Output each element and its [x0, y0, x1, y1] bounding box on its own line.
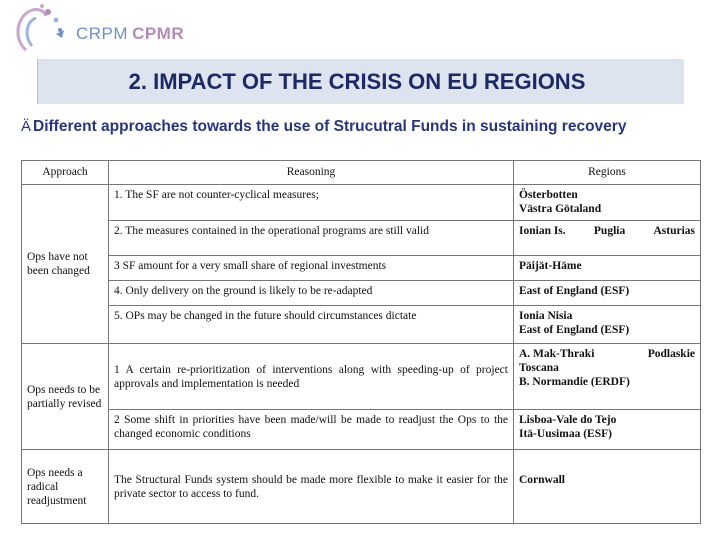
table-row	[22, 221, 701, 256]
regions-cell	[514, 221, 701, 256]
region-name: Asturias	[653, 225, 695, 237]
region-name: Cornwall	[519, 473, 565, 486]
table-row	[22, 344, 701, 410]
table-row	[22, 306, 701, 344]
reasoning-cell: 1. The SF are not counter-cyclical measures;	[109, 185, 514, 221]
table-header-row	[22, 161, 701, 185]
title-band	[37, 59, 684, 104]
logo-swirl-icon	[6, 2, 76, 54]
approaches-table	[21, 160, 701, 524]
reasoning-cell: 4. Only delivery on the ground is likely to be re-adapted	[109, 281, 514, 306]
region-name: Toscana	[519, 362, 559, 374]
table-row	[22, 185, 701, 221]
logo-text-cpmr: CPMR	[132, 24, 185, 43]
slide-subtitle	[21, 117, 661, 136]
regions-cell	[514, 410, 701, 450]
regions-cell	[514, 281, 701, 306]
region-name: Ionia Nisia	[519, 310, 573, 322]
arrow-bullet-icon: Ä	[21, 118, 32, 135]
region-name: Päijät-Häme	[519, 260, 582, 272]
regions-cell	[514, 256, 701, 281]
cpmr-logo	[6, 2, 206, 54]
region-name: Lisboa-Vale do Tejo	[519, 414, 617, 426]
header-regions: Regions	[514, 161, 701, 185]
region-name: East of England (ESF)	[519, 285, 630, 297]
region-name: Puglia	[593, 225, 626, 237]
reasoning-cell: 5. OPs may be changed in the future should circumstances dictate	[109, 306, 514, 344]
subtitle-text: Different approaches towards the use of Strucutral Funds in sustaining recovery	[33, 118, 627, 135]
reasoning-cell: 2 Some shift in priorities have been made/will be made to readjust the Ops to the changed economic conditions	[109, 410, 514, 450]
region-name: Itä-Uusimaa (ESF)	[519, 428, 612, 440]
reasoning-cell: 3 SF amount for a very small share of regional investments	[109, 256, 514, 281]
regions-cell	[514, 344, 701, 410]
slide-title: 2. IMPACT OF THE CRISIS ON EU REGIONS	[128, 68, 586, 94]
reasoning-cell: 1 A certain re-prioritization of interventions along with speeding-up of project approvals and implementation is needed	[109, 344, 514, 410]
header-reasoning: Reasoning	[109, 161, 514, 185]
logo-text-crpm: CRPM	[76, 24, 129, 43]
table-row	[22, 450, 701, 524]
reasoning-cell: The Structural Funds system should be made more flexible to make it easier for the private sector to access to fund.	[109, 450, 514, 524]
regions-cell	[514, 185, 701, 221]
region-name: Podlaskie	[647, 348, 695, 360]
region-name: Ionian Is.	[519, 225, 566, 237]
reasoning-cell: 2. The measures contained in the operational programs are still valid	[109, 221, 514, 256]
approach-partially-revised: Ops needs to be partially revised	[22, 344, 109, 450]
regions-cell	[514, 306, 701, 344]
approach-not-changed: Ops have not been changed	[22, 185, 109, 344]
region-name: Västra Götaland	[519, 203, 602, 215]
regions-cell	[514, 450, 701, 524]
approach-radical-readjustment: Ops needs a radical readjustment	[22, 450, 109, 524]
region-name: Österbotten	[519, 189, 578, 201]
region-name: East of England (ESF)	[519, 324, 630, 336]
table-row	[22, 410, 701, 450]
table-row	[22, 281, 701, 306]
table-row	[22, 256, 701, 281]
region-name: A. Mak-Thraki	[519, 348, 595, 360]
logo-text	[76, 24, 184, 44]
region-name: B. Normandie (ERDF)	[519, 376, 630, 388]
header-approach: Approach	[22, 161, 109, 185]
